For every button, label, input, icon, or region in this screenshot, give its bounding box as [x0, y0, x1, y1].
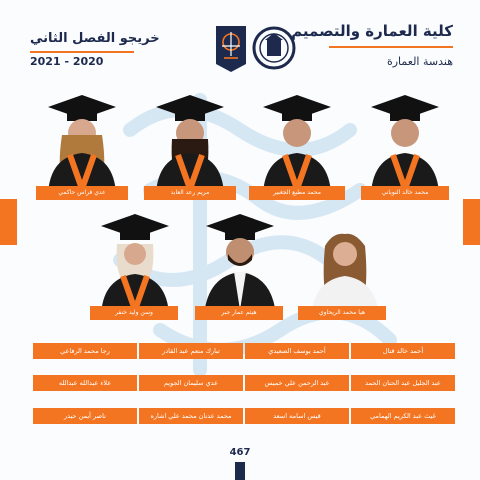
page-number: 467 [229, 447, 251, 458]
graduate-photo [148, 89, 232, 194]
graduate-name-label: محمد مطيع الجغبير [249, 186, 345, 200]
graduate-name-label: وسن وليد خنفر [90, 306, 178, 320]
graduate-name-cell: عبد الرحمن علي خميس [245, 375, 349, 391]
graduate-name-cell: رجا محمد الرفاعي [33, 343, 137, 359]
left-accent-bar [0, 199, 17, 245]
graduate-name-cell: محمد عدنان محمد علي اشاره [139, 408, 243, 424]
graduate-name-cell: ناصر أيمن حيدر [33, 408, 137, 424]
graduate-name-cell: غيث عبد الكريم الهمامي [351, 408, 455, 424]
university-logos [212, 24, 298, 74]
graduate-name-cell: أحمد يوسف الصعيدي [245, 343, 349, 359]
graduate-name-label: محمد خالد النوباني [361, 186, 449, 200]
college-title: كلية العمارة والتصميم [291, 22, 453, 40]
graduates-title-underline [30, 51, 134, 53]
university-seal-icon [254, 28, 294, 68]
right-accent-bar [463, 199, 480, 245]
graduate-name-label: هيا محمد الريحاوي [298, 306, 386, 320]
graduate-photo [363, 89, 447, 194]
graduate-name-label: هيثم عمار جبر [195, 306, 283, 320]
graduates-title: خريجو الفصل الثاني [30, 31, 160, 46]
graduate-name-label: عدي فراس حاكمي [36, 186, 128, 200]
graduate-name-cell: عدي سليمان الجويم [139, 375, 243, 391]
academic-year: 2021 - 2020 [30, 55, 104, 68]
college-title-underline [329, 46, 453, 48]
department-name: هندسة العمارة [386, 55, 453, 68]
page-number-bar [235, 462, 245, 480]
graduate-photo [40, 89, 124, 194]
graduate-name-cell: علاء عبدالله عبدالله [33, 375, 137, 391]
graduate-name-cell: قيس اسامه اسعد [245, 408, 349, 424]
graduate-photo [198, 210, 282, 315]
graduate-name-cell: تبارك منعم عبد القادر [139, 343, 243, 359]
graduate-photo [303, 210, 387, 315]
graduate-name-cell: عبد الجليل عبد الحنان الحمد [351, 375, 455, 391]
graduate-photo [255, 89, 339, 194]
graduate-name-label: مريم رعد العابد [144, 186, 236, 200]
graduate-photo [93, 210, 177, 315]
college-emblem-icon [216, 26, 246, 72]
graduate-name-cell: أحمد خالد قتال [351, 343, 455, 359]
